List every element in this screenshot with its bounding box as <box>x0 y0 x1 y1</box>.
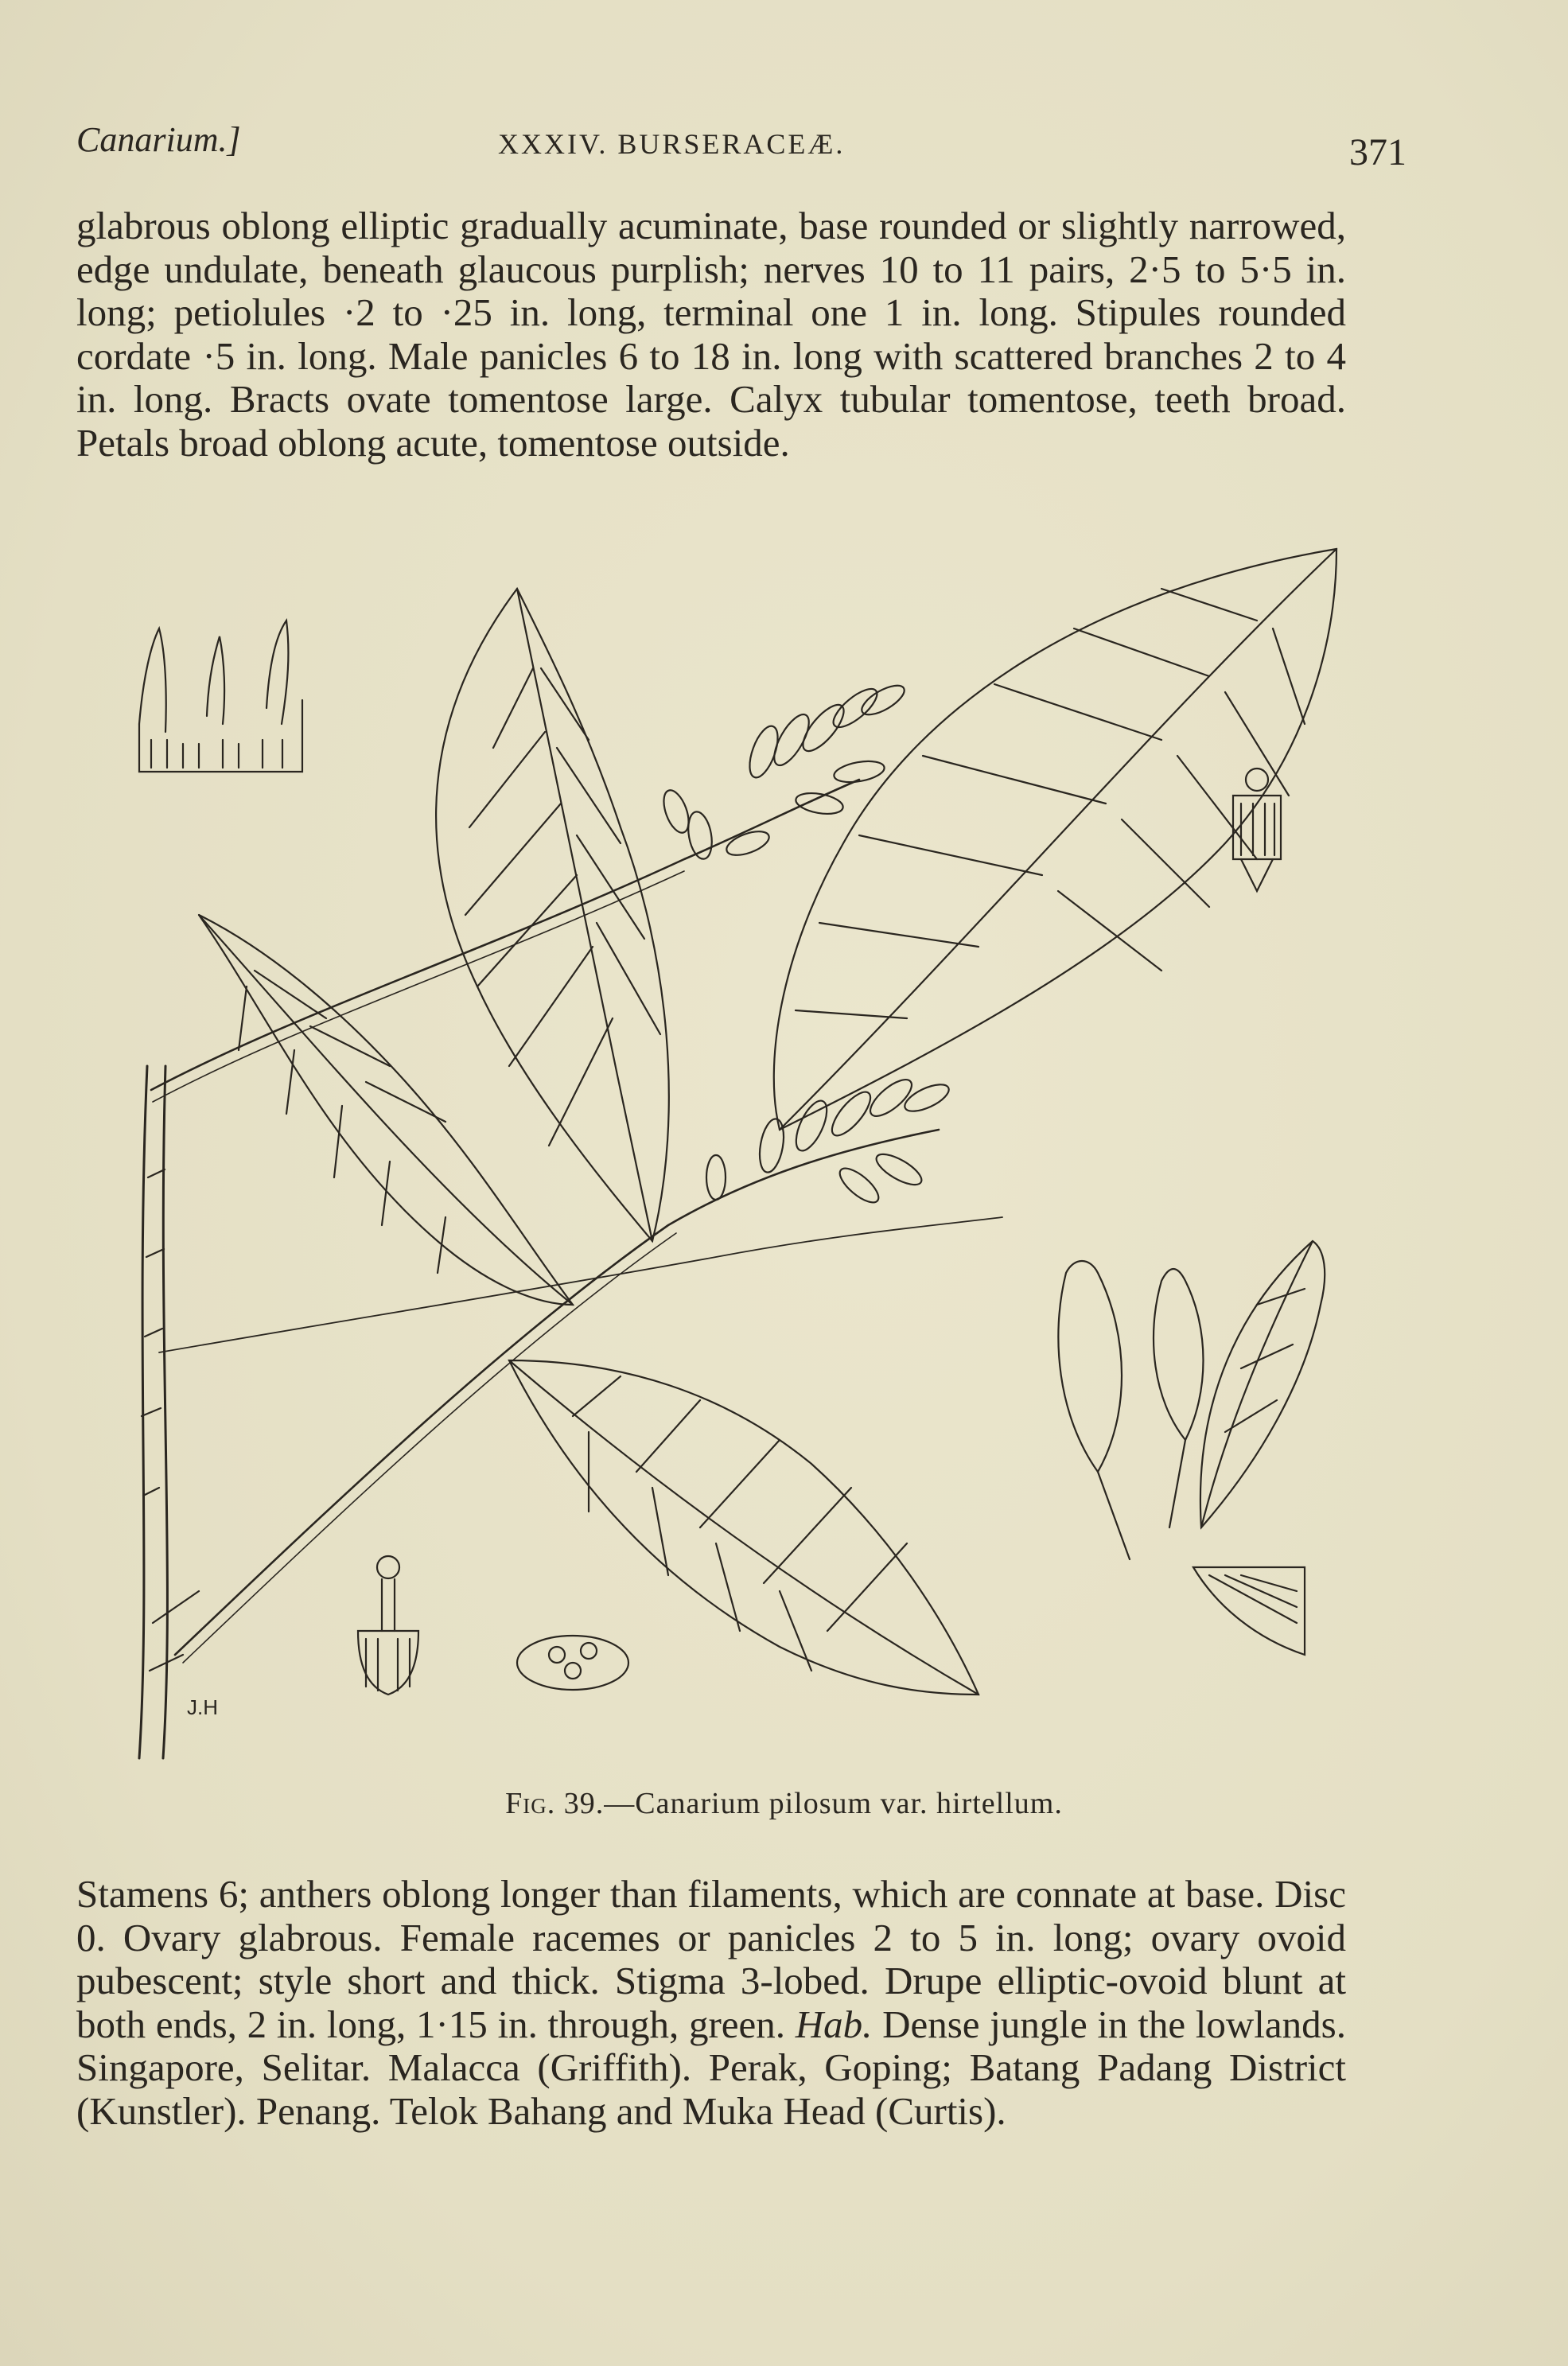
detail-stamen <box>358 1556 418 1695</box>
header-section: XXXIV. BURSERACEÆ. <box>498 128 846 160</box>
botanical-illustration <box>64 541 1368 1774</box>
upper-branch <box>151 780 859 1102</box>
header-genus: Canarium.] <box>76 120 241 159</box>
flower-buds-upper <box>659 680 909 861</box>
caption-text: —Canarium pilosum var. hirtellum. <box>604 1787 1063 1820</box>
figure-caption <box>0 1786 1568 1821</box>
artist-signature: J.H <box>187 1695 218 1719</box>
detail-flower-right <box>1233 769 1281 891</box>
detail-calyx <box>139 621 302 772</box>
main-stem <box>139 1066 199 1758</box>
paragraph-bottom <box>76 1873 1346 2133</box>
leaf-upper-left <box>436 589 669 1241</box>
caption-label: Fig. 39. <box>505 1787 605 1820</box>
running-header <box>76 119 1407 175</box>
leaf-lower <box>509 1360 979 1695</box>
detail-fruits <box>1058 1261 1305 1655</box>
detail-disc <box>517 1636 628 1690</box>
leaf-lower-right <box>1200 1241 1325 1527</box>
paragraph-top: glabrous oblong elliptic gradually acuminate, base rounded or slightly narrowed, edge undulate, beneath glaucous purplish; nerves 10 to 11 pairs, 2·5 to 5·5 in. long; petiolules ·2 to ·25 in. long, terminal one 1 in. long. Stipules rounded cordate ·5 in. long. Male panicles 6 to 18 in. long with scattered branches 2 to 4 in. long. Bracts ovate tomentose large. Calyx tubular tomentose, teeth broad. Petals broad oblong acute, tomentose outside. <box>76 204 1346 465</box>
leaf-left <box>199 915 573 1305</box>
habitat-label: Hab. <box>795 2002 873 2046</box>
lower-branch <box>159 1130 1002 1663</box>
page-number: 371 <box>1349 131 1407 173</box>
paragraph-bottom-part2: Dense jungle in the lowlands. Singapore, Selitar. Malacca (Griffith). Perak, Goping; Batang Padang District (Kunstler). Penang. Telok Bahang and Muka Head (Curtis). <box>76 2002 1346 2133</box>
paragraph-bottom-part1: Stamens 6; anthers oblong longer than filaments, which are connate at base. Disc 0. Ovary glabrous. Female racemes or panicles 2 to 5 in. long; ovary ovoid pubescent; style short and thick. Stigma 3-lobed. Drupe elliptic-ovoid blunt at both ends, 2 in. long, 1·15 in. through, green. <box>76 1872 1346 2046</box>
